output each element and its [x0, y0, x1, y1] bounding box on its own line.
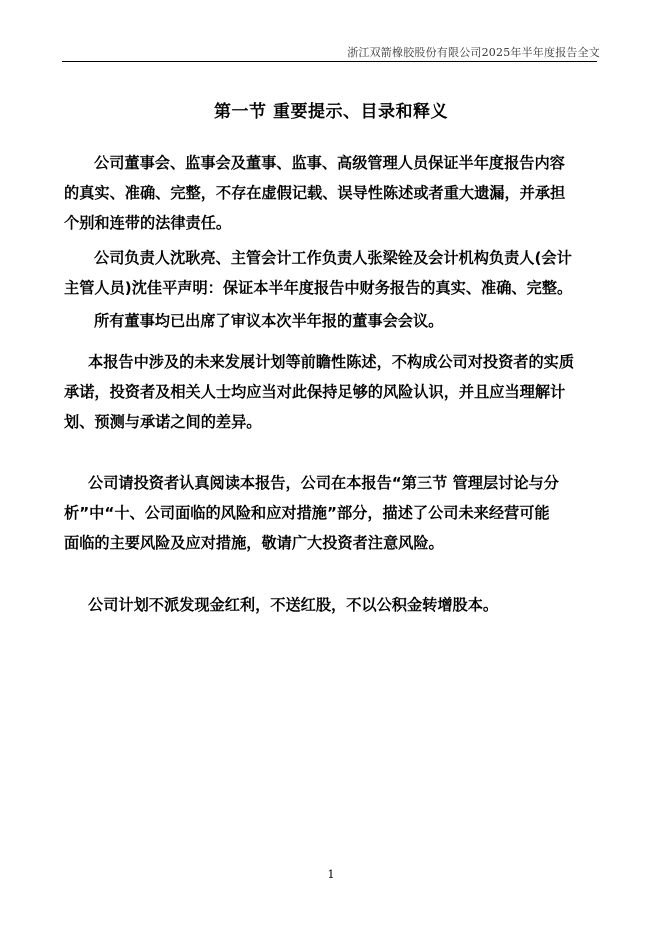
paragraph-line: 公司计划不派发现金红利，不送红股，不以公积金转增股本。: [88, 596, 499, 614]
paragraph-board-guarantee: [64, 148, 584, 238]
paragraph-line: 析”中“十、公司面临的风险和应对措施”部分，描述了公司未来经营可能: [64, 504, 550, 522]
paragraph-line: 主管人员)沈佳平声明：保证本半年度报告中财务报告的真实、准确、完整。: [64, 279, 573, 297]
running-header: 浙江双箭橡胶股份有限公司2025年半年度报告全文: [347, 46, 600, 59]
paragraph-line: 承诺，投资者及相关人士均应当对此保持足够的风险认识，并且应当理解计: [64, 383, 566, 401]
paragraph-attendance: [64, 306, 584, 336]
paragraph-responsible-persons: [64, 243, 584, 303]
paragraph-line: 所有董事均已出席了审议本次半年报的董事会会议。: [94, 312, 444, 330]
paragraph-line: 公司负责人沈耿亮、主管会计工作负责人张梁铨及会计机构负责人(会计: [94, 249, 572, 267]
paragraph-line: 个别和连带的法律责任。: [64, 214, 232, 232]
paragraph-line: 公司董事会、监事会及董事、监事、高级管理人员保证半年度报告内容: [94, 154, 565, 172]
paragraph-dividend-plan: [64, 590, 584, 620]
header-divider: [62, 61, 597, 62]
paragraph-forward-looking: [64, 347, 584, 437]
paragraph-line: 划、预测与承诺之间的差异。: [64, 413, 262, 431]
paragraph-line: 的真实、准确、完整，不存在虚假记载、误导性陈述或者重大遗漏，并承担: [64, 184, 566, 202]
paragraph-line: 本报告中涉及的未来发展计划等前瞻性陈述，不构成公司对投资者的实质: [88, 353, 574, 371]
section-title: 第一节 重要提示、目录和释义: [214, 102, 448, 122]
page-number: 1: [327, 868, 335, 881]
paragraph-line: 面临的主要风险及应对措施，敬请广大投资者注意风险。: [64, 534, 444, 552]
paragraph-risk-notice: [64, 468, 584, 558]
paragraph-line: 公司请投资者认真阅读本报告，公司在本报告“第三节 管理层讨论与分: [88, 474, 559, 492]
